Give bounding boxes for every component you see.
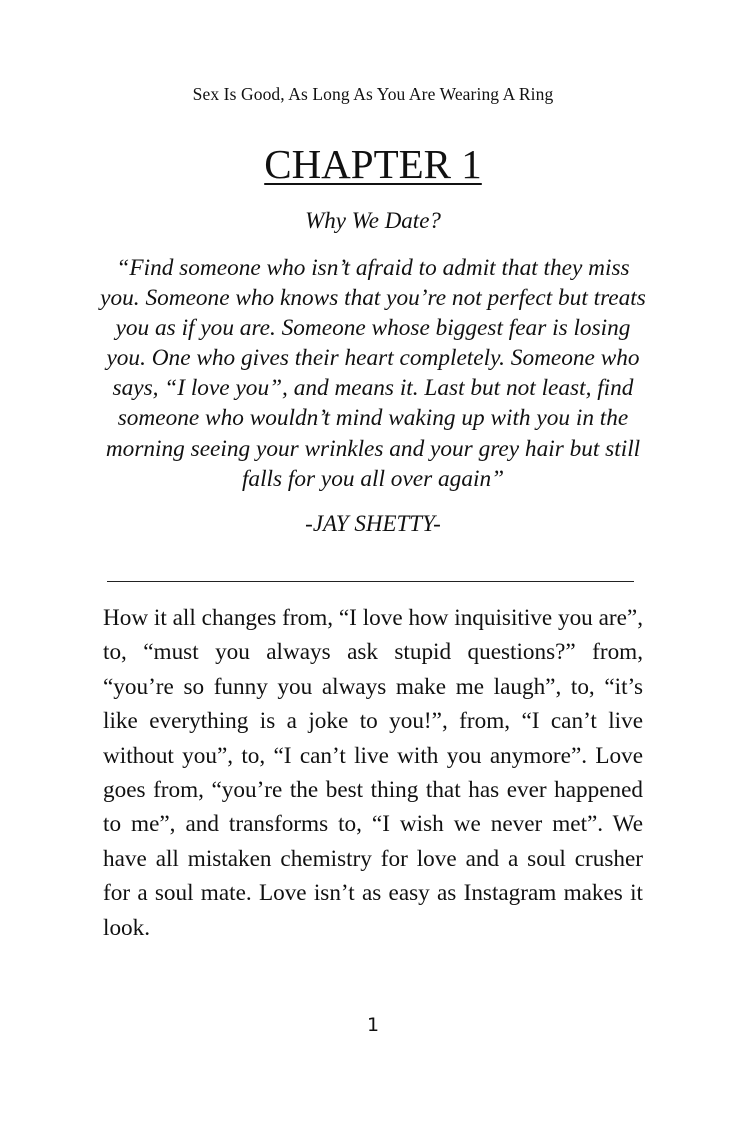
- chapter-title: [0, 140, 746, 188]
- section-divider: [107, 581, 634, 582]
- chapter-subtitle: Why We Date?: [305, 208, 441, 233]
- epigraph-quote: “Find someone who isn’t afraid to admit that they miss you. Someone who knows that you’re not perfect but treats you as if you are. Someone whose biggest fear is losing you. One who gives their heart completely. Someone who says, “I love you”, and means it. Last but not least, find someone who wouldn’t mind waking up with you in the morning seeing your wrinkles and your grey hair but still falls for you all over again”: [100, 255, 646, 492]
- epigraph-attribution: -JAY SHETTY-: [305, 511, 441, 536]
- chapter-title-text: CHAPTER 1: [264, 141, 482, 187]
- running-header: Sex Is Good, As Long As You Are Wearing A Ring: [192, 84, 554, 104]
- page-number: 1: [366, 1014, 380, 1036]
- body-paragraph: How it all changes from, “I love how inquisitive you are”, to, “must you always ask stupid questions?” from, “you’re so funny you always make me laugh”, to, “it’s like everything is a joke to you!”, from, “I can’t live without you”, to, “I can’t live with you anymore”. Love goes from, “you’re the best thing that has ever happened to me”, and transforms to, “I wish we never met”. We have all mistaken chemistry for love and a soul crusher for a soul mate. Love isn’t as easy as Instagram makes it look.: [103, 605, 643, 941]
